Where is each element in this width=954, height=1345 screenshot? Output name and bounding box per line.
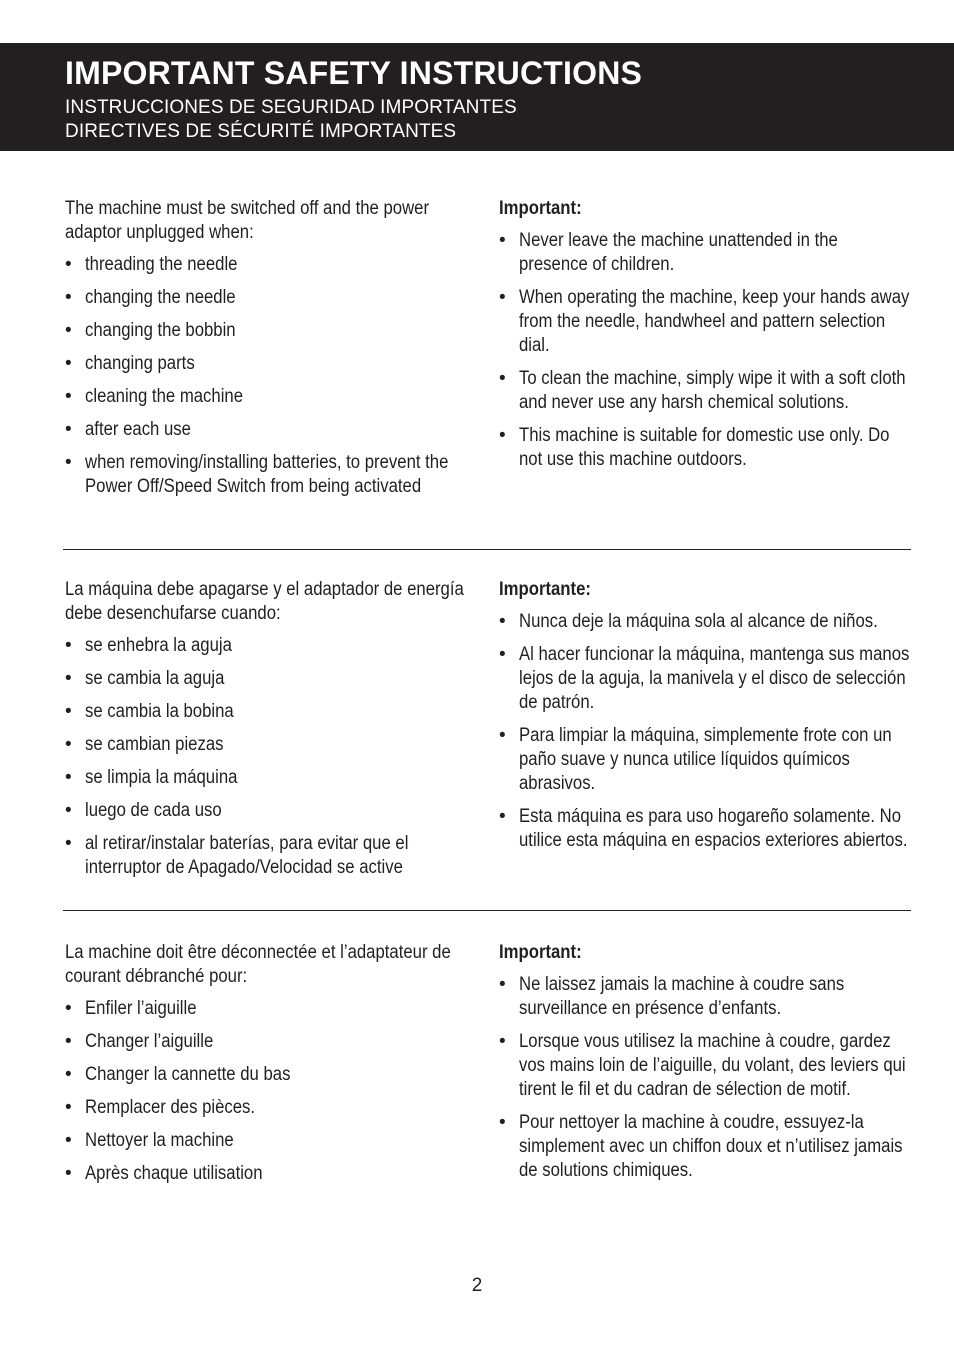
bullet-icon: • bbox=[65, 320, 72, 341]
list-item bbox=[499, 973, 909, 1021]
bullet-icon: • bbox=[499, 1112, 506, 1133]
list-item bbox=[65, 385, 475, 409]
power-off-column bbox=[65, 941, 475, 1195]
list-item bbox=[65, 451, 475, 499]
list-item-text: when removing/installing batteries, to prevent the Power Off/Speed Switch from being activated bbox=[85, 452, 449, 497]
bullet-icon: • bbox=[499, 287, 506, 308]
list-item-text: Enfiler l’aiguille bbox=[85, 998, 197, 1019]
important-heading: Importante: bbox=[499, 579, 591, 600]
list-item bbox=[499, 286, 909, 358]
list-item-text: cleaning the machine bbox=[85, 386, 244, 407]
list-item-text: al retirar/instalar baterías, para evitar que el interruptor de Apagado/Velocidad se active bbox=[85, 833, 409, 878]
list-item bbox=[499, 610, 919, 634]
list-item bbox=[499, 367, 909, 415]
conditions-list bbox=[65, 997, 475, 1186]
list-item-text: Esta máquina es para uso hogareño solamente. No utilice esta máquina en espacios exteriores abiertos. bbox=[519, 806, 908, 851]
bullet-icon: • bbox=[499, 806, 506, 827]
bullet-icon: • bbox=[65, 635, 72, 656]
bullet-icon: • bbox=[499, 611, 506, 632]
important-heading: Important: bbox=[499, 942, 582, 963]
list-item-text: Remplacer des pièces. bbox=[85, 1097, 256, 1118]
list-item bbox=[65, 1162, 475, 1186]
intro-text: La máquina debe apagarse y el adaptador de energía debe desenchufarse cuando: bbox=[65, 579, 464, 624]
bullet-icon: • bbox=[65, 1064, 72, 1085]
intro-text: The machine must be switched off and the power adaptor unplugged when: bbox=[65, 198, 430, 243]
bullet-icon: • bbox=[65, 419, 72, 440]
page-title: IMPORTANT SAFETY INSTRUCTIONS bbox=[65, 55, 643, 91]
list-item-text: Changer l’aiguille bbox=[85, 1031, 214, 1052]
intro-text: La machine doit être déconnectée et l’adaptateur de courant débranché pour: bbox=[65, 942, 451, 987]
bullet-icon: • bbox=[65, 767, 72, 788]
bullet-icon: • bbox=[65, 701, 72, 722]
bullet-icon: • bbox=[499, 1031, 506, 1052]
list-item bbox=[499, 229, 909, 277]
list-item-text: Al hacer funcionar la máquina, mantenga sus manos lejos de la aguja, la manivela y el disco de selección de patrón. bbox=[519, 644, 910, 713]
bullet-icon: • bbox=[65, 452, 72, 473]
list-item bbox=[65, 253, 475, 277]
subtitle-french: DIRECTIVES DE SÉCURITÉ IMPORTANTES bbox=[65, 121, 457, 142]
important-column bbox=[499, 941, 909, 1192]
list-item bbox=[65, 733, 475, 757]
list-item-text: se cambia la aguja bbox=[85, 668, 225, 689]
list-item bbox=[65, 832, 475, 880]
conditions-list bbox=[65, 253, 475, 499]
important-column bbox=[499, 197, 909, 481]
list-item bbox=[65, 799, 475, 823]
list-item bbox=[65, 667, 475, 691]
list-item-text: se limpia la máquina bbox=[85, 767, 238, 788]
list-item-text: This machine is suitable for domestic use only. Do not use this machine outdoors. bbox=[519, 425, 890, 470]
bullet-icon: • bbox=[65, 386, 72, 407]
list-item-text: se cambian piezas bbox=[85, 734, 224, 755]
list-item-text: Après chaque utilisation bbox=[85, 1163, 263, 1184]
list-item bbox=[499, 805, 919, 853]
bullet-icon: • bbox=[65, 998, 72, 1019]
list-item bbox=[499, 1030, 909, 1102]
bullet-icon: • bbox=[499, 425, 506, 446]
page-number: 2 bbox=[471, 1275, 483, 1296]
list-item-text: changing the bobbin bbox=[85, 320, 236, 341]
bullet-icon: • bbox=[499, 230, 506, 251]
bullet-icon: • bbox=[65, 800, 72, 821]
list-item bbox=[65, 700, 475, 724]
list-item bbox=[65, 1129, 475, 1153]
list-item-text: To clean the machine, simply wipe it with a soft cloth and never use any harsh chemical solutions. bbox=[519, 368, 906, 413]
list-item bbox=[65, 766, 475, 790]
important-list bbox=[499, 973, 909, 1183]
important-list bbox=[499, 229, 909, 472]
list-item bbox=[65, 319, 475, 343]
list-item bbox=[499, 424, 909, 472]
bullet-icon: • bbox=[65, 1163, 72, 1184]
list-item bbox=[65, 1096, 475, 1120]
list-item-text: Nettoyer la machine bbox=[85, 1130, 234, 1151]
bullet-icon: • bbox=[65, 254, 72, 275]
list-item bbox=[65, 1030, 475, 1054]
important-list bbox=[499, 610, 919, 853]
list-item-text: changing parts bbox=[85, 353, 195, 374]
list-item-text: threading the needle bbox=[85, 254, 238, 275]
list-item-text: Never leave the machine unattended in the presence of children. bbox=[519, 230, 838, 275]
bullet-icon: • bbox=[499, 368, 506, 389]
divider bbox=[63, 549, 911, 550]
list-item bbox=[499, 643, 919, 715]
bullet-icon: • bbox=[499, 644, 506, 665]
bullet-icon: • bbox=[65, 353, 72, 374]
list-item-text: Lorsque vous utilisez la machine à coudre, gardez vos mains loin de l’aiguille, du volant, des leviers qui tirent le fil et du cadran de sélection de motif. bbox=[519, 1031, 906, 1100]
list-item bbox=[65, 1063, 475, 1087]
list-item-text: se cambia la bobina bbox=[85, 701, 234, 722]
bullet-icon: • bbox=[65, 1097, 72, 1118]
header-banner bbox=[0, 43, 954, 151]
list-item-text: changing the needle bbox=[85, 287, 236, 308]
list-item bbox=[499, 724, 919, 796]
list-item-text: Changer la cannette du bas bbox=[85, 1064, 291, 1085]
list-item-text: luego de cada uso bbox=[85, 800, 222, 821]
list-item-text: Ne laissez jamais la machine à coudre sans surveillance en présence d’enfants. bbox=[519, 974, 845, 1019]
bullet-icon: • bbox=[65, 1031, 72, 1052]
important-heading: Important: bbox=[499, 198, 582, 219]
list-item bbox=[65, 352, 475, 376]
power-off-column bbox=[65, 578, 475, 889]
list-item bbox=[65, 634, 475, 658]
important-column bbox=[499, 578, 919, 862]
list-item-text: Pour nettoyer la machine à coudre, essuyez-la simplement avec un chiffon doux et n’utilisez jamais de solutions chimiques. bbox=[519, 1112, 903, 1181]
list-item bbox=[65, 418, 475, 442]
list-item-text: Nunca deje la máquina sola al alcance de niños. bbox=[519, 611, 878, 632]
bullet-icon: • bbox=[499, 725, 506, 746]
bullet-icon: • bbox=[65, 833, 72, 854]
power-off-column bbox=[65, 197, 475, 508]
list-item bbox=[65, 997, 475, 1021]
bullet-icon: • bbox=[65, 287, 72, 308]
conditions-list bbox=[65, 634, 475, 880]
bullet-icon: • bbox=[499, 974, 506, 995]
bullet-icon: • bbox=[65, 1130, 72, 1151]
list-item-text: Para limpiar la máquina, simplemente frote con un paño suave y nunca utilice líquidos químicos abrasivos. bbox=[519, 725, 892, 794]
list-item-text: se enhebra la aguja bbox=[85, 635, 232, 656]
subtitle-spanish: INSTRUCCIONES DE SEGURIDAD IMPORTANTES bbox=[65, 97, 517, 118]
list-item-text: When operating the machine, keep your hands away from the needle, handwheel and pattern selection dial. bbox=[519, 287, 910, 356]
list-item bbox=[499, 1111, 909, 1183]
list-item bbox=[65, 286, 475, 310]
list-item-text: after each use bbox=[85, 419, 191, 440]
divider bbox=[63, 910, 911, 911]
bullet-icon: • bbox=[65, 668, 72, 689]
bullet-icon: • bbox=[65, 734, 72, 755]
